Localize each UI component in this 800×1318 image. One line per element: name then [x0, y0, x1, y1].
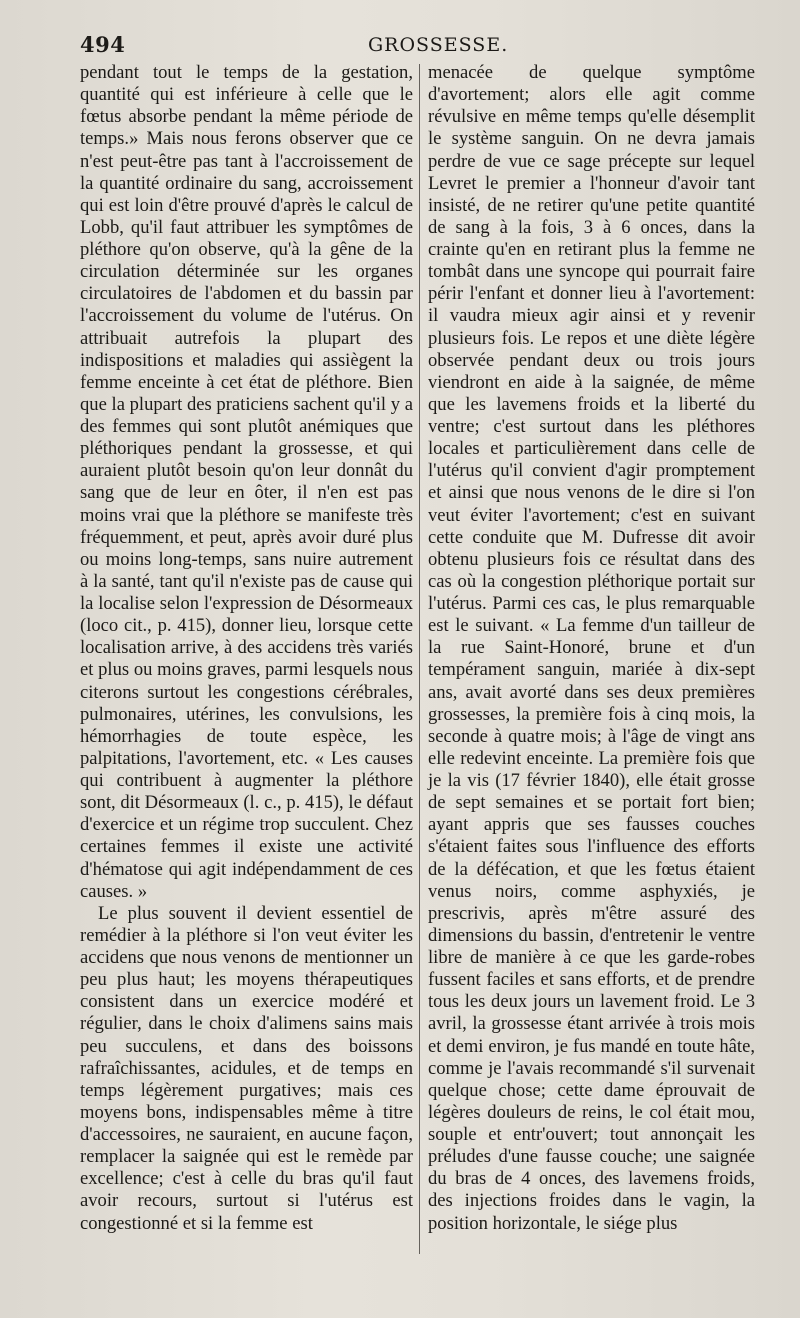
- paragraph: pendant tout le temps de la gestation, quantité qui est inférieure à celle que le fœtus absorbe pendant la même période de temps.» Mais nous ferons observer que ce n'est peut-être pas tant à l'accroissement de la quantité ordinaire du sang, accroissement qui est loin d'être prouvé d'après le calcul de Lobb, qu'il faut attribuer les symptômes de pléthore qu'on observe, qu'à la gêne de la circulation déterminée sur les organes circulatoires de l'abdomen et du bassin par l'accroissement du volume de l'utérus. On attribuait autrefois la plupart des indispositions et maladies qui assiègent la femme enceinte à cet état de pléthore. Bien que la plupart des praticiens sachent qu'il y a des femmes qui sont plutôt anémiques que pléthoriques pendant la grossesse, et qui auraient plutôt besoin qu'on leur donnât du sang que de leur en ôter, il n'en est pas moins vrai que la pléthore se manifeste très fréquemment, et peut, après avoir duré plus ou moins long-temps, sans nuire autrement à la santé, tant qu'il n'existe pas de cause qui la localise selon l'expression de Désormeaux (loco cit., p. 415), donner lieu, lorsque cette localisation arrive, à des accidens très variés et plus ou moins graves, parmi lesquels nous citerons surtout les congestions cérébrales, pulmonaires, utérines, les convulsions, les hémorrhagies de toute espèce, les palpitations, l'avortement, etc. « Les causes qui contribuent à augmenter la pléthore sont, dit Désormeaux (l. c., p. 415), le défaut d'exercice et un régime trop succulent. Chez certaines femmes il existe une activité d'hématose qui agit indépendamment de ces causes. »: [80, 62, 413, 902]
- right-column: [428, 62, 755, 1235]
- running-head: GROSSESSE.: [368, 34, 509, 56]
- paragraph: menacée de quelque symptôme d'avortement; alors elle agit comme révulsive en même temps qu'elle désemplit le système sanguin. On ne devra jamais perdre de vue ce sage précepte sur lequel Levret le premier a l'honneur d'avoir tant insisté, de ne retirer qu'une petite quantité de sang à la fois, 3 à 6 onces, dans la crainte qu'en en retirant plus la femme ne tombât dans une syncope qui pourrait faire périr l'enfant et donner lieu à l'avortement: il vaudra mieux agir ainsi et y revenir plusieurs fois. Le repos et une diète légère observée pendant deux ou trois jours viendront en aide à la saignée, de même que les lavemens froids et la liberté du ventre; c'est surtout dans les pléthores locales et particulièrement dans celle de l'utérus qu'il convient d'agir promptement et ainsi que nous venons de le dire si l'on veut éviter l'avortement; c'est en suivant cette conduite que M. Dufresse dit avoir obtenu plusieurs fois ce résultat dans des cas où la congestion pléthorique portait sur l'utérus. Parmi ces cas, le plus remarquable est le suivant. « La femme d'un tailleur de la rue Saint-Honoré, brune et d'un tempérament sanguin, mariée à dix-sept ans, avait avorté dans ses deux premières grossesses, la première fois à cinq mois, la seconde à quatre mois; à l'âge de vingt ans elle redevint enceinte. La première fois que je la vis (17 février 1840), elle était grosse de sept semaines et se portait fort bien; ayant appris que ses fausses couches s'étaient faites sous l'influence des efforts de la défécation, et que les fœtus étaient venus noirs, comme asphyxiés, je prescrivis, après m'être assuré des dimensions du bassin, d'entretenir le ventre libre de manière à ce que les garde-robes fussent faciles et sans efforts, et de prendre tous les deux jours un lavement froid. Le 3 avril, la grossesse étant arrivée à trois mois et demi environ, je fus mandé en toute hâte, comme je l'avais recommandé s'il survenait quelque chose; cette dame éprouvait de légères douleurs de reins, le col était mou, souple et entr'ouvert; tout annonçait les préludes d'une fausse couche; une saignée du bras de 4 onces, des lavemens froids, des injections froides dans le vagin, la position horizontale, le siége plus: [428, 62, 755, 1234]
- left-column: [80, 62, 413, 1235]
- paragraph: Le plus souvent il devient essentiel de remédier à la pléthore si l'on veut éviter les accidens que nous venons de mentionner un peu plus haut; les moyens thérapeutiques consistent dans un exercice modéré et régulier, dans le choix d'alimens sains mais peu succulens, et dans des boissons rafraîchissantes, acidules, et de temps en temps légèrement purgatives; mais ces moyens bons, indispensables même à titre d'accessoires, ne sauraient, en aucune façon, remplacer la saignée qui est le remède par excellence; c'est à celle du bras qu'il faut avoir recours, surtout si l'utérus est congestionné et si la femme est: [80, 902, 413, 1234]
- column-divider: [419, 64, 420, 1254]
- page-header: [0, 32, 800, 62]
- page-number: 494: [80, 32, 126, 57]
